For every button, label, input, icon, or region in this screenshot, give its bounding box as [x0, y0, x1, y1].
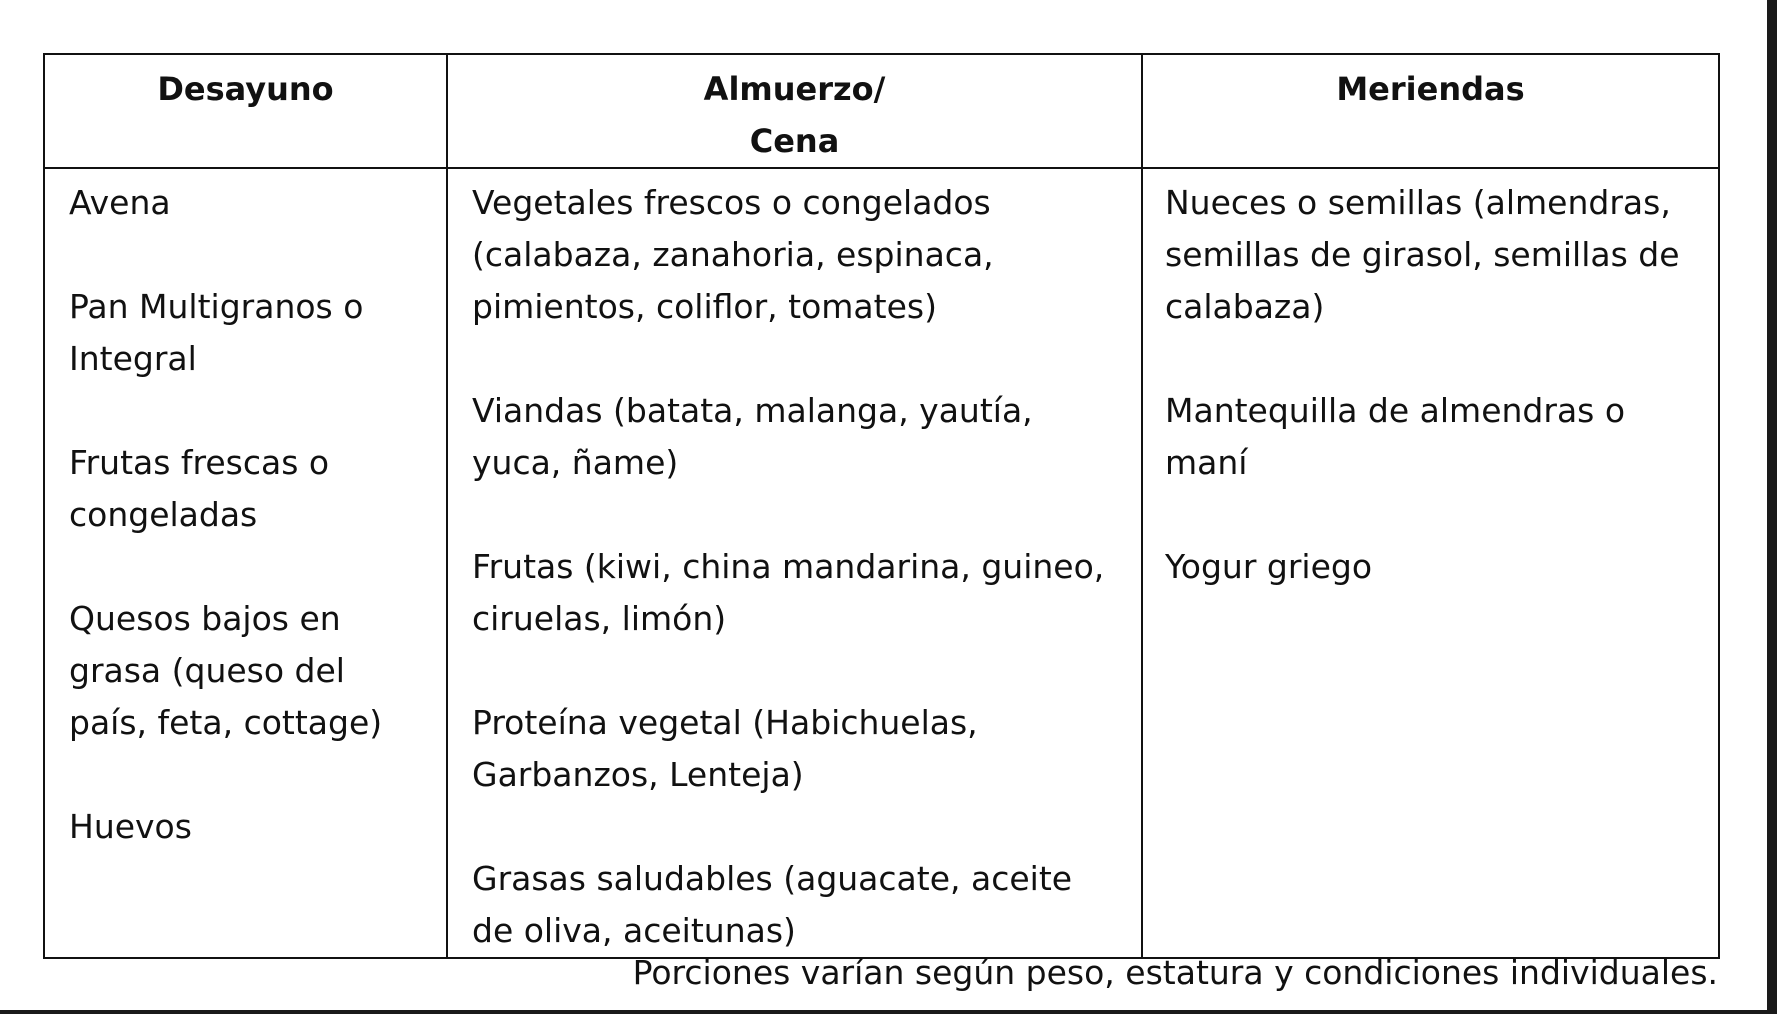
almuerzo-cena-item: Frutas (kiwi, china mandarina, guineo, ciruelas, limón)	[472, 547, 1105, 638]
desayuno-cell	[44, 168, 447, 958]
almuerzo-cena-item: Vegetales frescos o congelados (calabaza, zanahoria, espinaca, pimientos, coliflor, tomates)	[472, 183, 994, 326]
content-row	[44, 168, 1719, 958]
desayuno-item: Avena	[69, 183, 171, 222]
portion-footnote: Porciones varían según peso, estatura y condiciones individuales.	[632, 953, 1718, 992]
header-meriendas	[1142, 54, 1719, 168]
desayuno-item: Huevos	[69, 807, 192, 846]
almuerzo-cena-item: Grasas saludables (aguacate, aceite de oliva, aceitunas)	[472, 859, 1073, 950]
meriendas-item: Yogur griego	[1165, 547, 1373, 586]
header-almuerzo-cena	[447, 54, 1142, 168]
header-row	[44, 54, 1719, 168]
meriendas-item: Nueces o semillas (almendras, semillas de girasol, semillas de calabaza)	[1165, 183, 1680, 326]
desayuno-item: Frutas frescas o congeladas	[69, 443, 330, 534]
header-desayuno	[44, 54, 447, 168]
almuerzo-cena-item: Proteína vegetal (Habichuelas, Garbanzos, Lenteja)	[472, 703, 978, 794]
desayuno-item: Quesos bajos en grasa (queso del país, feta, cottage)	[69, 599, 383, 742]
meriendas-item: Mantequilla de almendras o maní	[1165, 391, 1626, 482]
header-meriendas-text: Meriendas	[1336, 70, 1525, 108]
header-cena-text: Cena	[749, 122, 840, 160]
meal-plan-table	[43, 53, 1720, 959]
desayuno-item: Pan Multigranos o Integral	[69, 287, 364, 378]
almuerzo-cena-cell	[447, 168, 1142, 958]
almuerzo-cena-item: Viandas (batata, malanga, yautía, yuca, ñame)	[472, 391, 1033, 482]
right-border-strip	[1767, 0, 1777, 1014]
meriendas-cell	[1142, 168, 1719, 958]
header-almuerzo-text: Almuerzo/	[703, 70, 886, 108]
header-desayuno-text: Desayuno	[157, 70, 334, 108]
bottom-border-strip	[0, 1010, 1777, 1014]
